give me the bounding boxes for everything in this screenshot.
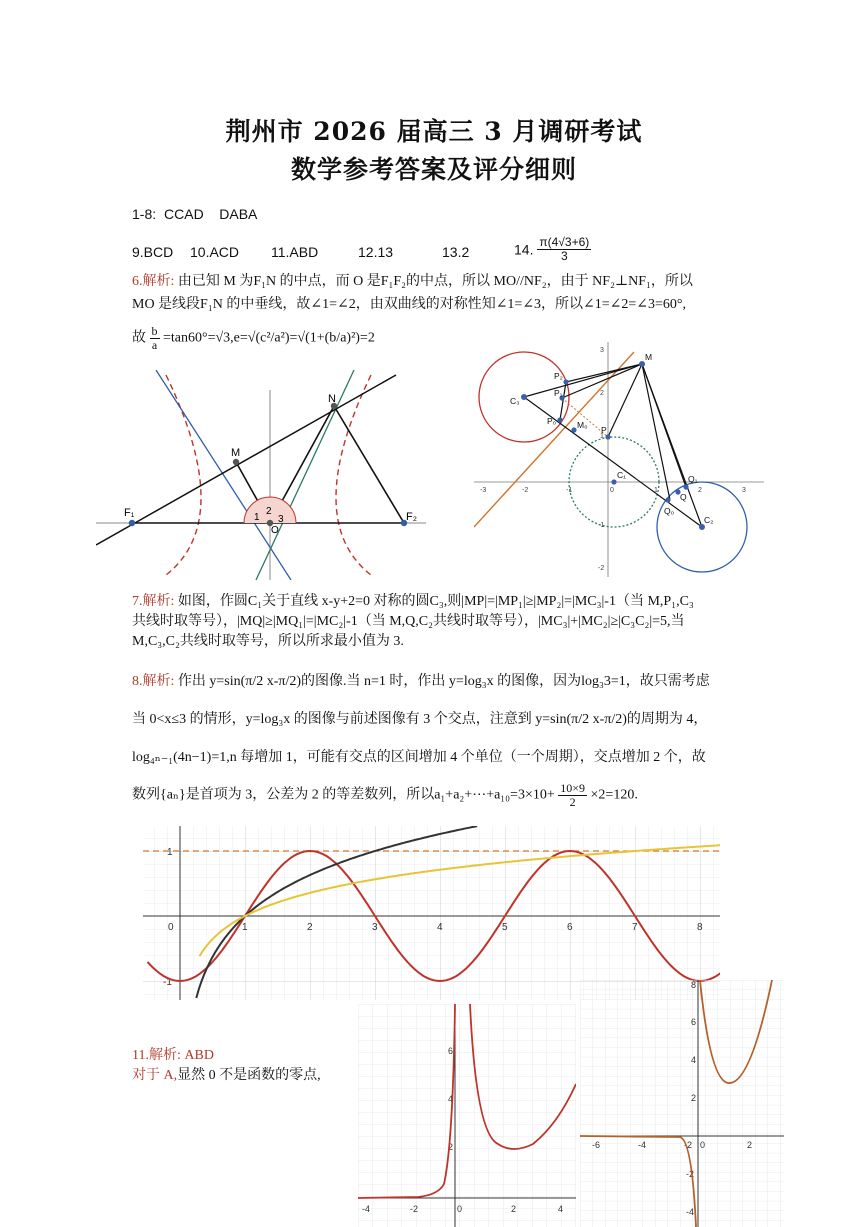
sol6-label: 6.解析: [132, 274, 175, 289]
fig3-xtick: 3 [372, 922, 378, 933]
label-angle-3: 3 [278, 514, 284, 525]
svg-text:2: 2 [747, 1140, 753, 1150]
sol7-line1: 如图，作圆C₁关于直线 x-y+2=0 对称的圆C₃,则|MP|=|MP₁|≥|MP₂|=|MC₃|-1（当 M,P₁,C₃ [177, 594, 694, 609]
sol11-line1-post: 显然 0 不是函数的零点, [177, 1068, 321, 1083]
sol8-line3: log₄ₙ₋₁(4n−1)=1,n 每增加 1，可能有交点的区间增加 4 个单位（一个周期），交点增加 2 个，故 [132, 750, 706, 765]
sol8-label: 8.解析: [132, 674, 175, 689]
answer-12: 12.13 [358, 244, 394, 260]
label-f2: F₂ [406, 511, 417, 523]
svg-text:8: 8 [691, 980, 697, 990]
solution-7 [132, 592, 772, 652]
label-angle-1: 1 [254, 512, 260, 523]
sol8-fraction [558, 782, 587, 809]
fig3-xtick: 7 [632, 922, 638, 933]
point-f1 [129, 520, 135, 526]
sol6-line3-post: =tan60°=√3,e=√(c²/a²)=√(1+(b/a)²)=2 [163, 330, 375, 346]
point-c3 [521, 394, 527, 400]
label-q1: Q₁ [688, 474, 698, 484]
fig3-ytick-neg1: -1 [163, 977, 172, 988]
sol6-line1: 由已知 M 为F₁N 的中点，而 O 是F₁F₂的中点，所以 MO//NF₂，由于 NF₂⊥NF₁，所以 [177, 274, 693, 289]
svg-text:-1: -1 [598, 522, 605, 529]
label-p: P [601, 425, 607, 435]
sol6-line2: MO 是线段F₁N 的中垂线，故∠1=∠2，由双曲线的对称性知∠1=∠3，所以∠1=∠2=∠3=60°, [132, 297, 687, 312]
point-p [605, 434, 610, 439]
fig3-xtick: 4 [437, 922, 443, 933]
sol7-line2: 共线时取等号），|MQ|≥|MQ₁|=|MC₂|-1（当 M,Q,C₂共线时取等号），|MC₃|+|MC₂|≥|C₃C₂|=5,当 [132, 614, 685, 629]
function-figure-2 [580, 980, 784, 1227]
point-q1 [683, 484, 688, 489]
answers-1-8-values: CCAD DABA [164, 206, 258, 222]
solution-6 [132, 272, 772, 352]
svg-text:4: 4 [558, 1204, 564, 1214]
label-p1: P₁ [554, 388, 563, 398]
svg-text:2: 2 [698, 487, 702, 494]
answer-14-den: 3 [560, 249, 568, 263]
svg-text:-2: -2 [684, 1140, 693, 1150]
sol8-line1: 作出 y=sin(π/2 x-π/2)的图像.当 n=1 时，作出 y=log₃x 的图像，因为log₃3=1，故只需考虑 [177, 674, 710, 689]
svg-text:6: 6 [691, 1017, 697, 1027]
point-c1 [611, 479, 616, 484]
answer-14-label: 14. [514, 241, 534, 258]
svg-text:4: 4 [448, 1094, 454, 1104]
sol8-frac-den: 2 [569, 795, 576, 809]
label-m0: M₀ [577, 420, 588, 430]
label-m: M [231, 447, 241, 459]
svg-text:-2: -2 [410, 1204, 419, 1214]
sol6-line3-pre: 故 [132, 330, 146, 346]
solution-11 [132, 1046, 362, 1086]
answer-11: 11.ABD [271, 244, 319, 260]
solution-8 [132, 672, 772, 809]
sol11-label: 11.解析: [132, 1048, 181, 1063]
svg-text:6: 6 [448, 1046, 454, 1056]
svg-text:-2: -2 [686, 1169, 695, 1179]
label-c3: C₃ [510, 396, 520, 406]
fig3-xtick: 1 [242, 922, 248, 933]
svg-text:-4: -4 [638, 1140, 647, 1150]
sol7-line3: M,C₃,C₂共线时取等号，所以所求最小值为 3. [132, 634, 404, 649]
label-c1: C₁ [617, 470, 627, 480]
sol8-frac-num: 10×9 [560, 781, 586, 795]
answer-9: 9.BCD [132, 244, 174, 260]
answer-14-fraction [537, 236, 591, 263]
svg-text:-1: -1 [566, 487, 573, 494]
svg-text:0: 0 [457, 1204, 463, 1214]
function-figure-1 [358, 1004, 576, 1227]
circles-figure [474, 342, 764, 577]
svg-text:-2: -2 [522, 487, 529, 494]
svg-text:0: 0 [700, 1140, 706, 1150]
svg-text:1: 1 [654, 487, 658, 494]
sol11-line1: 对于 A, [132, 1068, 178, 1083]
point-m0 [571, 427, 576, 432]
svg-text:-2: -2 [598, 565, 605, 572]
label-angle-2: 2 [266, 506, 272, 517]
point-p2 [563, 379, 568, 384]
sol11-answer: ABD [184, 1048, 214, 1063]
point-m [233, 459, 239, 465]
fig3-xtick: 5 [502, 922, 508, 933]
hyperbola-right-branch [336, 375, 371, 575]
answer-13: 13.2 [442, 244, 470, 260]
svg-text:2: 2 [600, 390, 604, 397]
svg-text:2: 2 [511, 1204, 517, 1214]
svg-text:4: 4 [691, 1055, 697, 1065]
segment-n-f2 [334, 406, 404, 523]
svg-text:2: 2 [448, 1142, 454, 1152]
svg-text:3: 3 [600, 347, 604, 354]
label-p0: P₀ [547, 416, 557, 426]
svg-text:0: 0 [610, 487, 614, 494]
answers-1-8-label: 1-8: [132, 206, 157, 222]
sol8-line4: 数列{aₙ}是首项为 3，公差为 2 的等差数列，所以a₁+a₂+⋯+a₁₀=3×10+ [132, 787, 555, 803]
fig3-xtick: 2 [307, 922, 313, 933]
fig3-xtick: 8 [697, 922, 703, 933]
answers-1-8 [132, 206, 257, 222]
sol8-line4-post: ×2=120. [590, 787, 638, 803]
title-line-1: 荆州市 2026 届高三 3 月调研考试 [225, 117, 643, 146]
svg-text:-4: -4 [686, 1207, 695, 1217]
sine-log-figure [143, 826, 720, 1000]
label-p2: P₂ [554, 371, 563, 381]
svg-text:3: 3 [742, 487, 746, 494]
sol7-label: 7.解析: [132, 594, 175, 609]
svg-text:-6: -6 [592, 1140, 601, 1150]
label-m2: M [645, 352, 653, 362]
answer-10: 10.ACD [190, 244, 240, 260]
svg-text:-3: -3 [480, 487, 487, 494]
answer-14-num: π(4√3+6) [539, 235, 590, 249]
sol6-ba-fraction: $\frac{b}{a}$ [151, 324, 158, 352]
fig3-xtick: 6 [567, 922, 573, 933]
svg-text:1: 1 [600, 433, 604, 440]
hyperbola-figure [96, 370, 426, 580]
label-f1: F₁ [124, 507, 135, 519]
sol8-line2: 当 0<x≤3 的情形，y=log₃x 的图像与前述图像有 3 个交点，注意到 y=sin(π/2 x-π/2)的周期为 4， [132, 712, 708, 727]
label-o: O [271, 525, 279, 536]
answer-14 [514, 236, 591, 263]
title-line-2: 数学参考答案及评分细则 [290, 155, 577, 184]
svg-text:-4: -4 [362, 1204, 371, 1214]
asymptote-2 [256, 370, 354, 580]
svg-text:2: 2 [691, 1093, 697, 1103]
label-q: Q [680, 492, 687, 502]
fig3-xtick: 0 [168, 922, 174, 933]
point-q0 [665, 497, 670, 502]
fig3-ytick-1: 1 [167, 847, 173, 858]
label-n: N [328, 393, 336, 405]
hyperbola-left-branch [166, 375, 201, 575]
label-q0: Q₀ [664, 506, 675, 516]
label-c2: C₂ [704, 515, 714, 525]
point-p0 [557, 417, 562, 422]
